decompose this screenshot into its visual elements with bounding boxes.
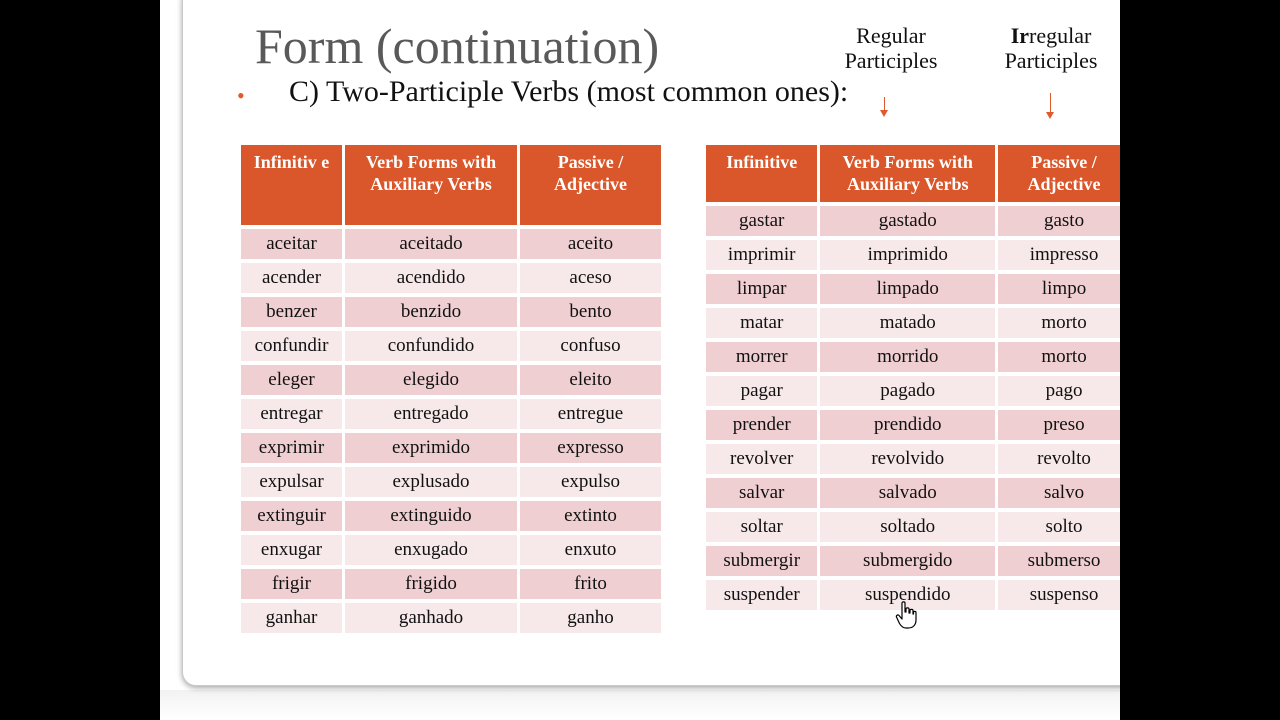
cell-passive-adjective: morto bbox=[998, 308, 1120, 338]
cell-passive-adjective: enxuto bbox=[520, 535, 661, 565]
regular-label-line2: Participles bbox=[844, 48, 938, 73]
cell-verb-form: suspendido bbox=[820, 580, 995, 610]
table-row bbox=[706, 240, 1120, 270]
cell-passive-adjective: bento bbox=[520, 297, 661, 327]
cell-infinitive: limpar bbox=[706, 274, 817, 304]
cell-verb-form: soltado bbox=[820, 512, 995, 542]
cell-verb-form: confundido bbox=[345, 331, 517, 361]
regular-label-line1: Regular bbox=[856, 23, 926, 48]
cell-passive-adjective: limpo bbox=[998, 274, 1120, 304]
hand-pointer-icon bbox=[895, 601, 917, 629]
table-row bbox=[241, 501, 661, 531]
irregular-label-line2: Participles bbox=[1004, 48, 1098, 73]
cell-passive-adjective: submerso bbox=[998, 546, 1120, 576]
slide-title: Form (continuation) bbox=[255, 18, 660, 74]
cell-passive-adjective: aceso bbox=[520, 263, 661, 293]
table-row bbox=[706, 308, 1120, 338]
table-row bbox=[706, 274, 1120, 304]
cell-infinitive: eleger bbox=[241, 365, 342, 395]
cell-infinitive: suspender bbox=[706, 580, 817, 610]
cell-passive-adjective: suspenso bbox=[998, 580, 1120, 610]
cell-infinitive: aceitar bbox=[241, 229, 342, 259]
table-row bbox=[241, 331, 661, 361]
cell-verb-form: elegido bbox=[345, 365, 517, 395]
cell-passive-adjective: impresso bbox=[998, 240, 1120, 270]
header-infinitive: Infinitiv e bbox=[241, 145, 342, 225]
cell-verb-form: revolvido bbox=[820, 444, 995, 474]
cell-verb-form: gastado bbox=[820, 206, 995, 236]
cell-infinitive: benzer bbox=[241, 297, 342, 327]
table-row bbox=[241, 569, 661, 599]
cell-passive-adjective: ganho bbox=[520, 603, 661, 633]
regular-verbs-table bbox=[238, 141, 664, 637]
cell-infinitive: pagar bbox=[706, 376, 817, 406]
irregular-participles-label bbox=[997, 23, 1105, 73]
table-row bbox=[706, 444, 1120, 474]
cell-infinitive: enxugar bbox=[241, 535, 342, 565]
cell-passive-adjective: pago bbox=[998, 376, 1120, 406]
cell-verb-form: salvado bbox=[820, 478, 995, 508]
cell-verb-form: aceitado bbox=[345, 229, 517, 259]
cell-verb-form: entregado bbox=[345, 399, 517, 429]
cell-infinitive: submergir bbox=[706, 546, 817, 576]
cell-passive-adjective: salvo bbox=[998, 478, 1120, 508]
table-row bbox=[241, 433, 661, 463]
cell-infinitive: matar bbox=[706, 308, 817, 338]
table-row bbox=[706, 546, 1120, 576]
cell-infinitive: exprimir bbox=[241, 433, 342, 463]
cell-verb-form: frigido bbox=[345, 569, 517, 599]
table-row bbox=[241, 229, 661, 259]
table-row bbox=[241, 399, 661, 429]
cell-passive-adjective: morto bbox=[998, 342, 1120, 372]
table-row bbox=[706, 376, 1120, 406]
irregular-label-rest: regular bbox=[1029, 23, 1092, 48]
cell-passive-adjective: frito bbox=[520, 569, 661, 599]
cell-infinitive: entregar bbox=[241, 399, 342, 429]
bullet-marker: • bbox=[237, 83, 245, 108]
cell-verb-form: ganhado bbox=[345, 603, 517, 633]
cell-passive-adjective: eleito bbox=[520, 365, 661, 395]
irregular-label-line1 bbox=[997, 23, 1105, 48]
table-row bbox=[706, 410, 1120, 440]
arrow-down-icon bbox=[884, 97, 885, 115]
header-infinitive: Infinitive bbox=[706, 145, 817, 202]
cell-verb-form: explusado bbox=[345, 467, 517, 497]
header-verb-forms: Verb Forms with Auxiliary Verbs bbox=[820, 145, 995, 202]
table-row bbox=[706, 512, 1120, 542]
slide-subtitle: C) Two-Participle Verbs (most common ones): bbox=[289, 75, 849, 108]
cell-infinitive: prender bbox=[706, 410, 817, 440]
table-row bbox=[241, 535, 661, 565]
cell-passive-adjective: revolto bbox=[998, 444, 1120, 474]
regular-participles-label bbox=[837, 23, 945, 73]
header-verb-forms: Verb Forms with Auxiliary Verbs bbox=[345, 145, 517, 225]
header-passive-adjective: Passive / Adjective bbox=[998, 145, 1120, 202]
cell-infinitive: gastar bbox=[706, 206, 817, 236]
cell-verb-form: submergido bbox=[820, 546, 995, 576]
cell-passive-adjective: gasto bbox=[998, 206, 1120, 236]
cell-verb-form: exprimido bbox=[345, 433, 517, 463]
table-row bbox=[706, 342, 1120, 372]
header-passive-adjective: Passive / Adjective bbox=[520, 145, 661, 225]
cell-verb-form: morrido bbox=[820, 342, 995, 372]
table-row bbox=[241, 263, 661, 293]
table-row bbox=[706, 478, 1120, 508]
table-row bbox=[241, 467, 661, 497]
cell-passive-adjective: expulso bbox=[520, 467, 661, 497]
table-row bbox=[241, 297, 661, 327]
cell-verb-form: pagado bbox=[820, 376, 995, 406]
table-row bbox=[706, 206, 1120, 236]
cell-infinitive: frigir bbox=[241, 569, 342, 599]
table-header-row bbox=[241, 145, 661, 225]
two-participle-verbs-table bbox=[703, 141, 1120, 614]
arrow-down-icon bbox=[1050, 93, 1051, 117]
frame-bottom bbox=[160, 690, 1120, 720]
cell-passive-adjective: extinto bbox=[520, 501, 661, 531]
cell-passive-adjective: aceito bbox=[520, 229, 661, 259]
cell-passive-adjective: solto bbox=[998, 512, 1120, 542]
cell-infinitive: ganhar bbox=[241, 603, 342, 633]
cell-verb-form: matado bbox=[820, 308, 995, 338]
cell-infinitive: morrer bbox=[706, 342, 817, 372]
cell-verb-form: extinguido bbox=[345, 501, 517, 531]
cell-infinitive: soltar bbox=[706, 512, 817, 542]
table-row bbox=[241, 365, 661, 395]
cell-infinitive: confundir bbox=[241, 331, 342, 361]
cell-passive-adjective: entregue bbox=[520, 399, 661, 429]
cell-infinitive: revolver bbox=[706, 444, 817, 474]
cell-infinitive: imprimir bbox=[706, 240, 817, 270]
cell-infinitive: salvar bbox=[706, 478, 817, 508]
irregular-label-bold: Ir bbox=[1010, 23, 1030, 48]
cell-verb-form: enxugado bbox=[345, 535, 517, 565]
cell-passive-adjective: expresso bbox=[520, 433, 661, 463]
slide bbox=[182, 0, 1120, 686]
video-frame bbox=[160, 0, 1120, 720]
cell-passive-adjective: confuso bbox=[520, 331, 661, 361]
cell-infinitive: extinguir bbox=[241, 501, 342, 531]
cell-verb-form: imprimido bbox=[820, 240, 995, 270]
cell-infinitive: expulsar bbox=[241, 467, 342, 497]
cell-verb-form: benzido bbox=[345, 297, 517, 327]
table-row bbox=[241, 603, 661, 633]
cell-infinitive: acender bbox=[241, 263, 342, 293]
table-header-row bbox=[706, 145, 1120, 202]
cell-verb-form: limpado bbox=[820, 274, 995, 304]
cell-verb-form: acendido bbox=[345, 263, 517, 293]
cell-passive-adjective: preso bbox=[998, 410, 1120, 440]
cell-verb-form: prendido bbox=[820, 410, 995, 440]
